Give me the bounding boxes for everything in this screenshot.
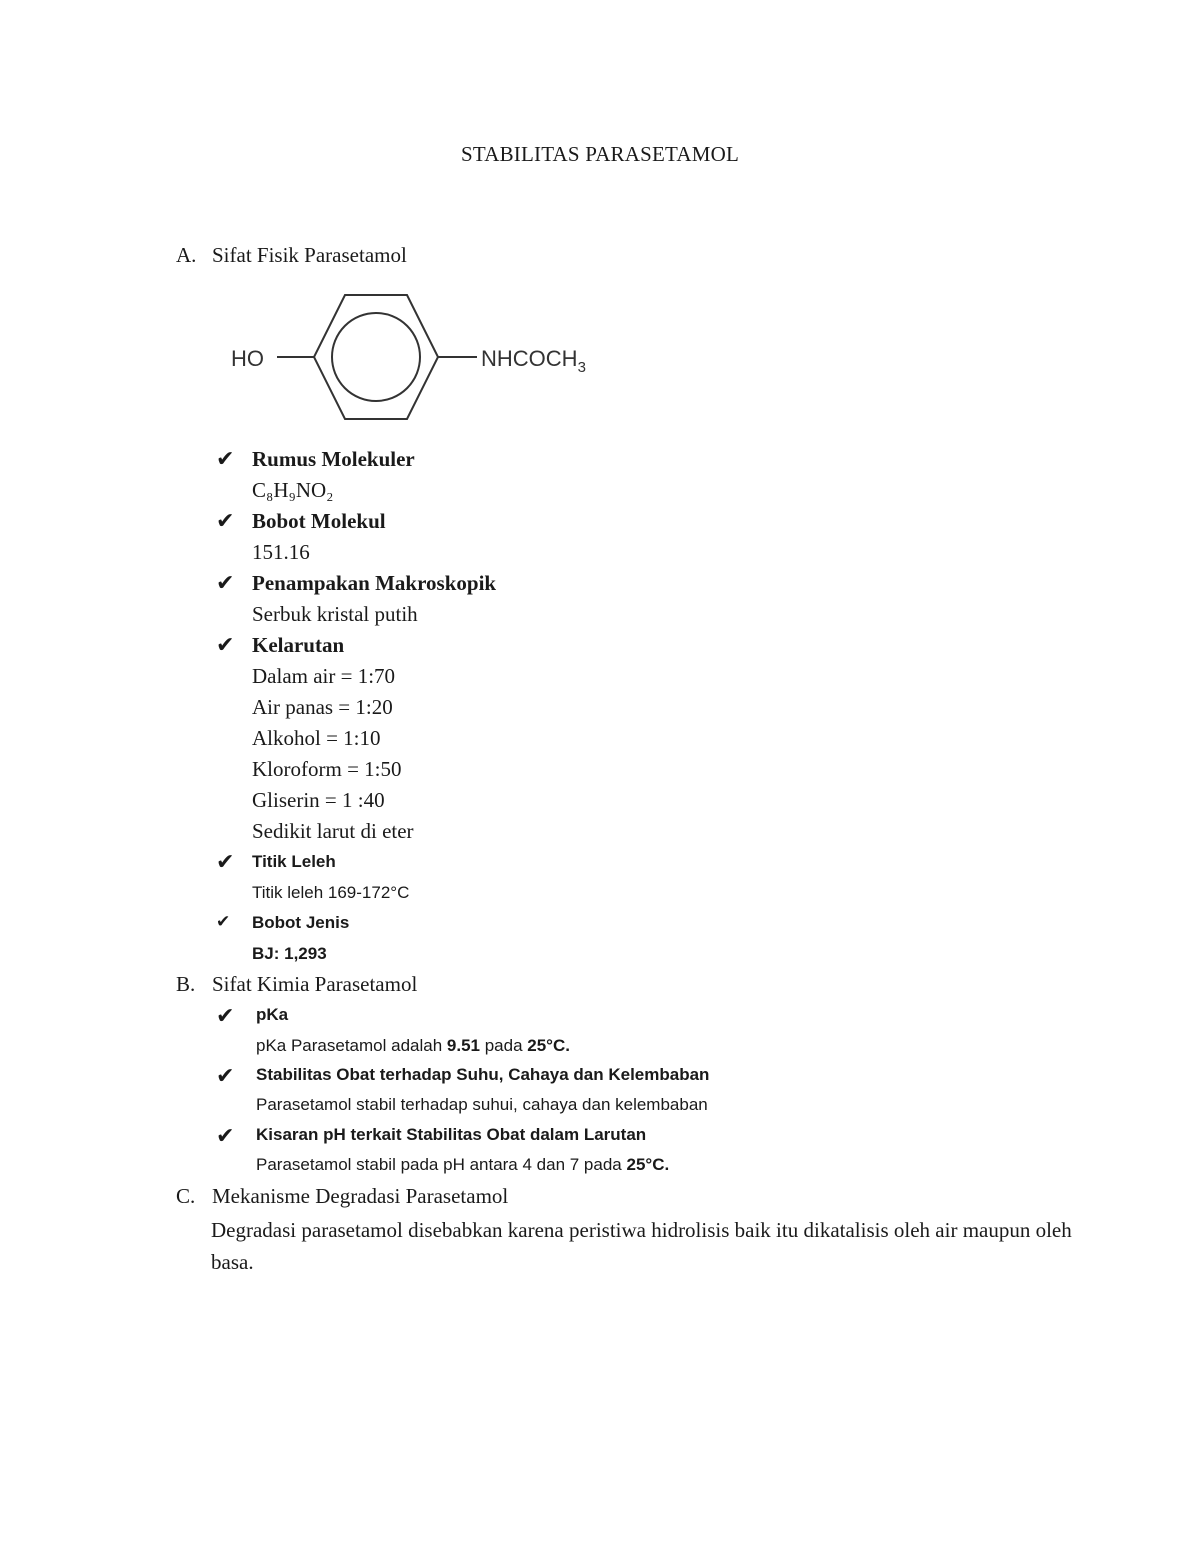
item-label: Bobot Jenis: [252, 913, 350, 932]
item-value: Parasetamol stabil terhadap suhui, cahaya dan kelembaban: [256, 1095, 708, 1114]
check-mark-icon: ✔: [216, 509, 235, 534]
check-mark-icon: ✔: [216, 571, 235, 596]
paracetamol-structure: [225, 287, 615, 427]
section-b-title: Sifat Kimia Parasetamol: [212, 972, 418, 996]
solubility-value: Air panas = 1:20: [252, 695, 393, 719]
item-label: Titik Leleh: [252, 852, 336, 871]
item-label: Bobot Molekul: [252, 509, 386, 533]
solubility-value: Alkohol = 1:10: [252, 726, 381, 750]
solubility-value: Gliserin = 1 :40: [252, 788, 385, 812]
solubility-value: Kloroform = 1:50: [252, 757, 402, 781]
hydroxyl-label: HO: [231, 346, 264, 371]
item-label: pKa: [256, 1005, 289, 1024]
section-c-heading: [176, 1184, 508, 1209]
section-a-heading: [176, 243, 407, 268]
section-c-title: Mekanisme Degradasi Parasetamol: [212, 1184, 509, 1208]
aromatic-circle: [332, 313, 420, 401]
document-title: STABILITAS PARASETAMOL: [460, 142, 740, 166]
item-value: 151.16: [252, 540, 310, 564]
item-label: Rumus Molekuler: [252, 447, 415, 471]
item-label: Penampakan Makroskopik: [252, 571, 497, 595]
check-mark-icon: ✔: [216, 447, 235, 472]
section-c-paragraph: Degradasi parasetamol disebabkan karena peristiwa hidrolisis baik itu dikatalisis oleh air maupun oleh basa.: [211, 1218, 1072, 1274]
item-label: Stabilitas Obat terhadap Suhu, Cahaya dan Kelembaban: [256, 1065, 710, 1084]
item-value: Serbuk kristal putih: [252, 602, 418, 626]
item-value: C₈H₉NO₂: [252, 478, 334, 502]
solubility-value: Dalam air = 1:70: [252, 664, 396, 688]
solubility-value: Sedikit larut di eter: [252, 819, 414, 843]
item-value: pKa Parasetamol adalah 9.51 pada 25°C.: [256, 1036, 570, 1055]
section-a-title: Sifat Fisik Parasetamol: [212, 243, 407, 267]
item-label: Kisaran pH terkait Stabilitas Obat dalam Larutan: [256, 1125, 647, 1144]
check-mark-icon: ✔: [216, 1004, 235, 1029]
section-b-heading: [176, 972, 417, 997]
check-mark-icon: ✔: [216, 912, 231, 932]
item-value: Parasetamol stabil pada pH antara 4 dan 7 pada 25°C.: [256, 1155, 670, 1174]
item-label: Kelarutan: [252, 633, 345, 657]
section-c-letter: C.: [176, 1184, 196, 1208]
check-mark-icon: ✔: [216, 850, 235, 875]
check-mark-icon: ✔: [216, 1064, 235, 1089]
section-a-letter: A.: [176, 243, 197, 267]
section-b-letter: B.: [176, 972, 196, 996]
acetamide-label: $NHCOCH_3$: [481, 346, 586, 376]
item-value: Titik leleh 169-172°C: [252, 883, 410, 902]
check-mark-icon: ✔: [216, 1124, 235, 1149]
item-value: BJ: 1,293: [252, 944, 327, 963]
check-mark-icon: ✔: [216, 633, 235, 658]
